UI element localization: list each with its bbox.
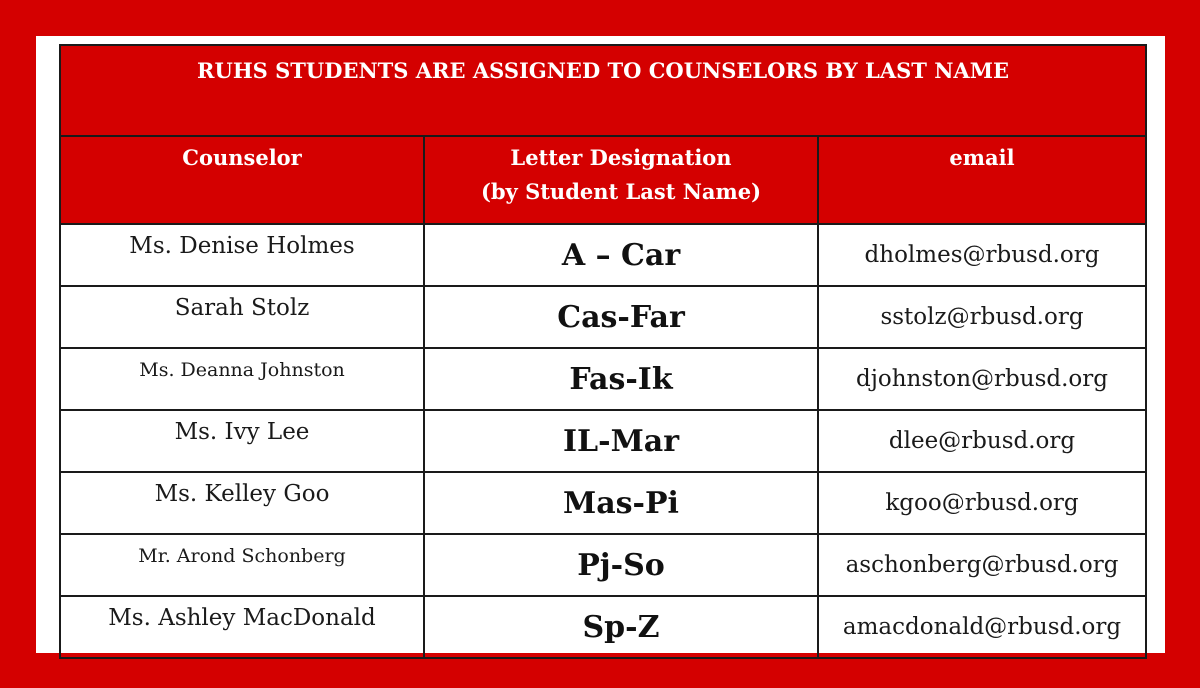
table-row [60,286,1146,348]
counselor-name: Sarah Stolz [60,286,424,348]
table-row [60,472,1146,534]
counselor-table [59,44,1147,659]
table-row [60,534,1146,596]
table-title: RUHS STUDENTS ARE ASSIGNED TO COUNSELORS BY LAST NAME [60,45,1146,136]
header-letter-designation [424,136,818,224]
counselor-email: dlee@rbusd.org [818,410,1146,472]
counselor-name: Ms. Ashley MacDonald [60,596,424,658]
header-letter-line2: (by Student Last Name) [480,179,762,204]
header-counselor: Counselor [60,136,424,224]
letter-range: Mas-Pi [424,472,818,534]
counselor-email: amacdonald@rbusd.org [818,596,1146,658]
table-row [60,410,1146,472]
counselor-email: sstolz@rbusd.org [818,286,1146,348]
counselor-name: Mr. Arond Schonberg [60,534,424,596]
counselor-name: Ms. Kelley Goo [60,472,424,534]
letter-range: Sp-Z [424,596,818,658]
counselor-email: kgoo@rbusd.org [818,472,1146,534]
counselor-name: Ms. Ivy Lee [60,410,424,472]
letter-range: IL-Mar [424,410,818,472]
letter-range: A – Car [424,224,818,286]
table-row [60,224,1146,286]
counselor-email: aschonberg@rbusd.org [818,534,1146,596]
table-row [60,348,1146,410]
letter-range: Pj-So [424,534,818,596]
header-email: email [818,136,1146,224]
header-letter-line1: Letter Designation [510,145,732,170]
counselor-name: Ms. Denise Holmes [60,224,424,286]
counselor-email: djohnston@rbusd.org [818,348,1146,410]
table-row [60,596,1146,658]
letter-range: Cas-Far [424,286,818,348]
counselor-email: dholmes@rbusd.org [818,224,1146,286]
counselor-name: Ms. Deanna Johnston [60,348,424,410]
letter-range: Fas-Ik [424,348,818,410]
